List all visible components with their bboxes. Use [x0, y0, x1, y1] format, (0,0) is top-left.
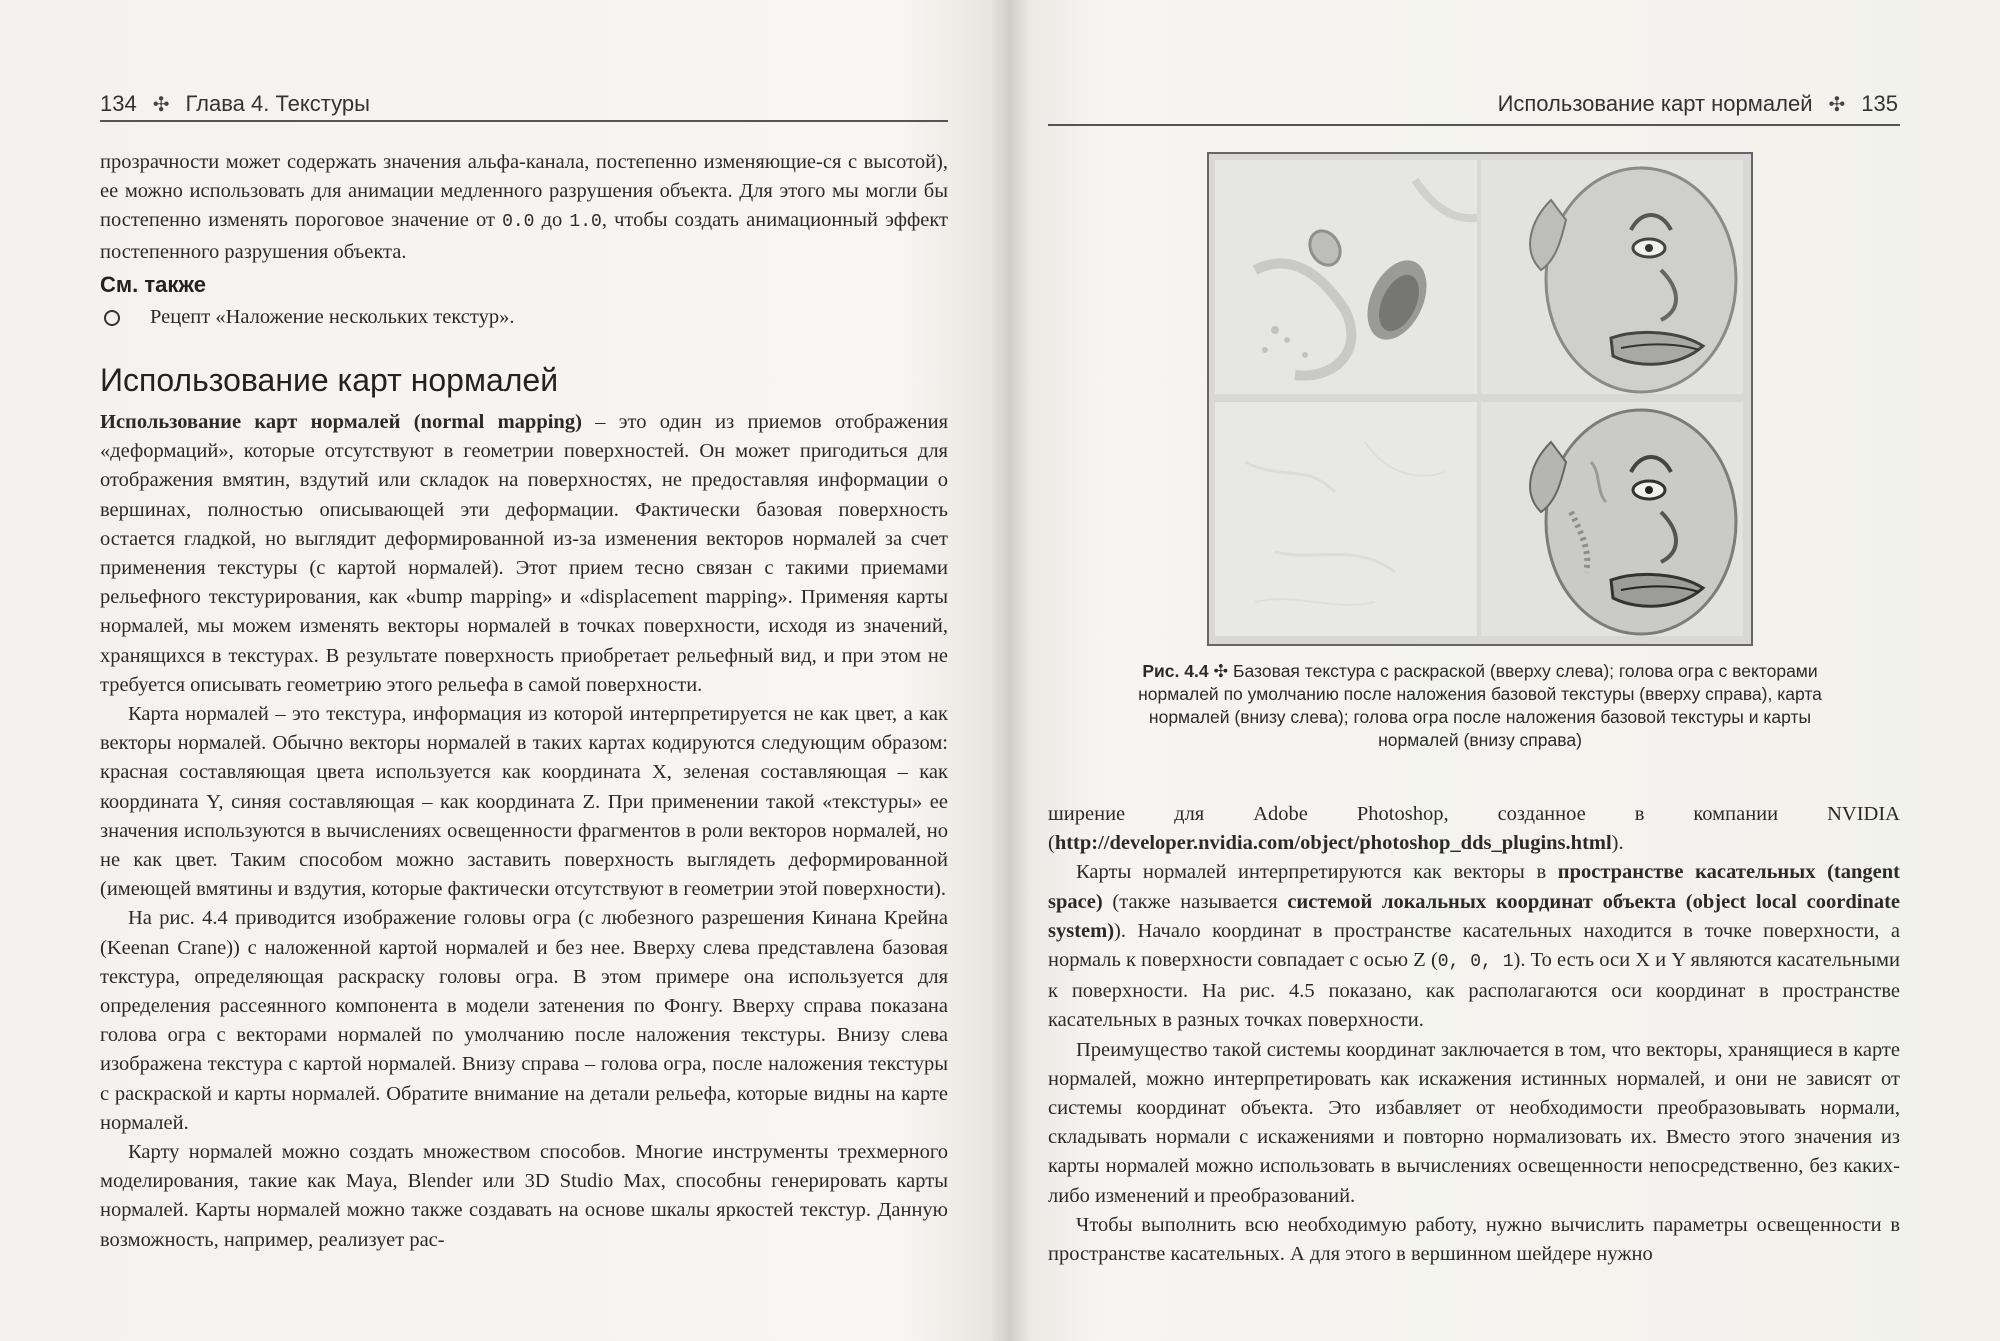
see-also-item — [104, 306, 944, 329]
base-texture-image — [1215, 160, 1477, 394]
tangent-text-a: Карты нормалей интерпретируются как векторы в — [1076, 861, 1558, 884]
paragraph-2: Карта нормалей – это текстура, информация из которой интерпретируется не как цвет, а как векторы нормалей. Обычно векторы нормалей в таких картах кодируются следующим образом: красная составляющая цвета используется как координата X, зеленая составляющая – как координата Y, синяя составляющая – как координата Z. При применении такой «текстуры» ее значения используются в вычислениях освещенности фрагментов в роли векторов нормалей, но не как цвет. Таким способом можно заставить поверхность выглядеть деформированной (имеющей вмятины и вздутия, которые фактически отсутствуют в геометрии этой поверхности). — [100, 703, 948, 901]
tangent-text-b: (также называется — [1102, 890, 1288, 913]
nvidia-url-link[interactable]: http://developer.nvidia.com/object/photoshop_dds_plugins.html — [1054, 832, 1612, 855]
continued-end: ). — [1611, 832, 1624, 855]
figure-caption — [1110, 660, 1850, 752]
page-number: 134 — [100, 91, 137, 116]
section-title: Использование карт нормалей — [100, 362, 559, 398]
paragraph-1 — [100, 408, 948, 700]
ornament-icon: ✣ — [152, 93, 170, 116]
ornament-icon: ✣ — [1828, 93, 1846, 116]
paragraph-1-text: – это один из приемов отображения «деформаций», которые отсутствуют в геометрии поверхностей. Он может пригодиться для отображения вмятин, вздутий или складок на поверхностях, не предоставляя информации о вершинах, полностью описывающей эти деформации. Фактически базовая поверхность остается гладкой, но выглядит деформированной из-за изменения векторов нормалей за счет применения текстуры (с картой нормалей). Этот прием тесно связан с такими приемами рельефного текстурирования, как «bump mapping» и «displacement mapping». Применяя карты нормалей, мы можем изменять векторы нормалей в точках поверхности, исходя из значений, хранящихся в текстурах. В результате поверхность приобретает рельефный вид, и при этом не требуется описывать геометрию этого рельефа в самой поверхности. — [100, 411, 949, 696]
paragraph-advantage: Преимущество такой системы координат заключается в том, что векторы, хранящиеся в карте нормалей, можно интерпретировать как искажения истинных нормалей, и они не зависят от системы координат объекта. Это избавляет от необходимости преобразовывать нормали, складывать нормали с искажениями и повторно нормализовать их. Вместо этого значения из карты нормалей можно использовать в вычислениях освещенности непосредственно, без каких-либо изменений и преобразований. — [1048, 1038, 1900, 1207]
code-vector: 0, 0, 1 — [1437, 952, 1514, 973]
caption-ornament-icon: ✣ — [1213, 661, 1229, 681]
paragraph-continued — [1048, 800, 1900, 858]
normal-map-image — [1215, 402, 1477, 636]
chapter-title: Глава 4. Текстуры — [185, 91, 370, 116]
term-tangent-space: пространстве касательных (tangent space) — [1048, 861, 1900, 913]
term-object-local-coords: системой локальных координат объекта (object local coordinate system) — [1048, 890, 1901, 942]
ogre-default-normals-image — [1481, 160, 1743, 394]
header-rule — [100, 120, 948, 122]
ogre-normal-mapped-image — [1481, 402, 1743, 636]
tangent-text-c: ). Начало координат в пространстве касательных находится в точке поверхности, а нормаль к поверхности совпадает с осью Z ( — [1048, 919, 1900, 972]
term-normal-mapping: Использование карт нормалей (normal mapping) — [100, 411, 582, 433]
bullet-circle-icon — [104, 310, 120, 326]
right-running-head — [1048, 88, 1898, 120]
continued-text: ширение для Adobe Photoshop, созданное в компании NVIDIA ( — [1048, 803, 1900, 855]
code-value-start: 0.0 — [502, 212, 535, 233]
right-body-text — [1048, 800, 1900, 1269]
paragraph-final: Чтобы выполнить всю необходимую работу, нужно вычислить параметры освещенности в пространстве касательных. А для этого в вершинном шейдере нужно — [1048, 1213, 1900, 1266]
figure-4-4 — [1207, 152, 1753, 646]
paragraph-3: На рис. 4.4 приводится изображение головы огра (с любезного разрешения Кинана Крейна (Keenan Crane)) с наложенной картой нормалей и без нее. Вверху слева представлена базовая текстура, определяющая раскраску головы огра. В этом примере она используется для определения рассеянного компонента в модели затенения по Фонгу. Вверху справа показана голова огра с векторами нормалей по умолчанию после наложения текстуры. Внизу слева изображена текстура с картой нормалей. Внизу справа – голова огра, после наложения текстуры с раскраской и карты нормалей. Обратите внимание на детали рельефа, которые видны на карте нормалей. — [100, 907, 948, 1134]
page-number: 135 — [1861, 91, 1898, 116]
left-running-head — [100, 88, 950, 120]
paragraph-4: Карту нормалей можно создать множеством способов. Многие инструменты трехмерного моделирования, такие как Maya, Blender или 3D Studio Max, способны генерировать карты нормалей. Карты нормалей можно также создавать на основе шкалы яркостей текстур. Данную возможность, например, реализует рас- — [100, 1141, 948, 1251]
caption-text: Базовая текстура с раскраской (вверху слева); голова огра с векторами нормалей по умолчанию после наложения базовой текстуры (вверху справа), карта нормалей (внизу слева); голова огра после наложения базовой текстуры и карты нормалей (внизу справа) — [1138, 661, 1822, 750]
header-rule — [1048, 124, 1900, 126]
section-running-title: Использование карт нормалей — [1497, 91, 1813, 116]
intro-text-2: до — [534, 209, 570, 232]
paragraph-tangent-space — [1048, 858, 1900, 1035]
intro-paragraph — [100, 148, 948, 267]
intro-text-3: , чтобы создать анимационный эффект постепенного разрушения объекта. — [100, 209, 949, 263]
tangent-text-d: ). То есть оси X и Y являются касательными к поверхности. На рис. 4.5 показано, как располагаются оси координат в пространстве касательных в разных точках поверхности. — [1048, 949, 1900, 1032]
caption-label: Рис. 4.4 — [1142, 661, 1209, 681]
left-body-text — [100, 408, 948, 1255]
see-also-heading: См. также — [100, 272, 206, 297]
code-value-end: 1.0 — [569, 212, 602, 233]
intro-text-1: прозрачности может содержать значения альфа-канала, постепенно изменяющие-ся с высотой), ее можно использовать для анимации медленного разрушения объекта. Для этого мы могли бы постепенно изменять пороговое значение от — [100, 151, 948, 232]
see-also-text: Рецепт «Наложение нескольких текстур». — [150, 306, 515, 328]
right-page — [1000, 0, 2000, 1341]
